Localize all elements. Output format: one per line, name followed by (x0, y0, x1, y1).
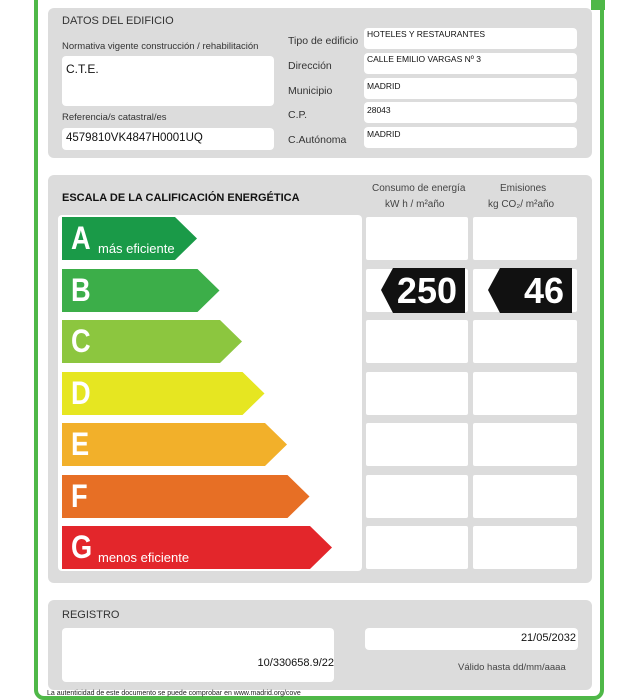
emissions-cell-a (473, 217, 577, 260)
energy-header-2: kW h / m²año (385, 199, 445, 210)
class-arrow-a (62, 217, 197, 260)
frame-corner (591, 0, 605, 10)
field-box-cp (364, 102, 577, 123)
energy-header-1: Consumo de energía (372, 183, 466, 194)
class-letter: F (71, 477, 88, 514)
class-sub-label: más eficiente (98, 241, 175, 256)
energy-cell-g (366, 526, 468, 569)
class-letter: C (71, 323, 91, 359)
emissions-header-1: Emisiones (500, 183, 547, 194)
emissions-rating-badge-value: 46 (523, 269, 564, 311)
energy-cell-a (366, 217, 468, 260)
registro-panel (48, 600, 592, 690)
energy-rating-badge-value: 250 (396, 269, 457, 311)
energy-cell-c (366, 320, 468, 363)
class-letter: D (71, 374, 91, 411)
emissions-cell-e (473, 423, 577, 466)
class-arrow-b (62, 269, 220, 312)
emissions-cell-c (473, 320, 577, 363)
building-data-panel (48, 8, 592, 158)
emissions-cell-f (473, 475, 577, 518)
normativa-label: Normativa vigente construcción / rehabilitación (62, 41, 259, 52)
emissions-rating-badge (488, 268, 572, 313)
registro-number-box (62, 628, 334, 682)
emissions-cell-g (473, 526, 577, 569)
class-arrow-c (62, 320, 242, 363)
normativa-value: C.T.E. (66, 62, 99, 76)
registro-number: 10/330658.9/22 (257, 657, 334, 669)
class-arrow-f (62, 475, 310, 518)
footer-note: La autenticidad de este documento se puede comprobar en www.madrid.org/cove (47, 690, 301, 697)
emissions-cell-d (473, 372, 577, 415)
class-sub-label: menos eficiente (98, 550, 190, 565)
energy-cell-f (366, 475, 468, 518)
field-label-municipio: Municipio (288, 85, 333, 97)
registro-label: REGISTRO (62, 609, 120, 621)
class-arrow-g (62, 526, 332, 569)
field-label-direccion: Dirección (288, 60, 332, 72)
field-value-cp: 28043 (367, 105, 391, 115)
energy-rating-badge (381, 268, 465, 313)
valid-date: 21/05/2032 (520, 632, 576, 644)
valid-label: Válido hasta dd/mm/aaaa (458, 662, 566, 673)
field-label-cp: C.P. (288, 109, 308, 121)
field-value-tipo: HOTELES Y RESTAURANTES (367, 29, 486, 39)
class-letter: A (71, 220, 91, 256)
field-label-autonoma: C.Autónoma (288, 134, 347, 146)
field-value-direccion: CALLE EMILIO VARGAS Nº 3 (367, 54, 481, 64)
referencia-value: 4579810VK4847H0001UQ (66, 132, 203, 144)
energy-scale-panel (48, 175, 592, 583)
field-value-municipio: MADRID (367, 81, 401, 91)
energy-cell-e (366, 423, 468, 466)
referencia-label: Referencia/s catastral/es (62, 112, 167, 123)
field-label-tipo: Tipo de edificio (288, 35, 359, 47)
energy-cell-d (366, 372, 468, 415)
class-letter: G (71, 529, 93, 565)
emissions-header-2: kg CO₂/ m²año (488, 199, 555, 210)
scale-title: ESCALA DE LA CALIFICACIÓN ENERGÉTICA (62, 192, 300, 204)
class-arrow-e (62, 423, 287, 466)
class-letter: E (71, 426, 90, 462)
field-value-autonoma: MADRID (367, 129, 401, 139)
class-arrow-d (62, 372, 265, 415)
class-letter: B (71, 271, 91, 308)
building-section-title: DATOS DEL EDIFICIO (62, 15, 174, 27)
